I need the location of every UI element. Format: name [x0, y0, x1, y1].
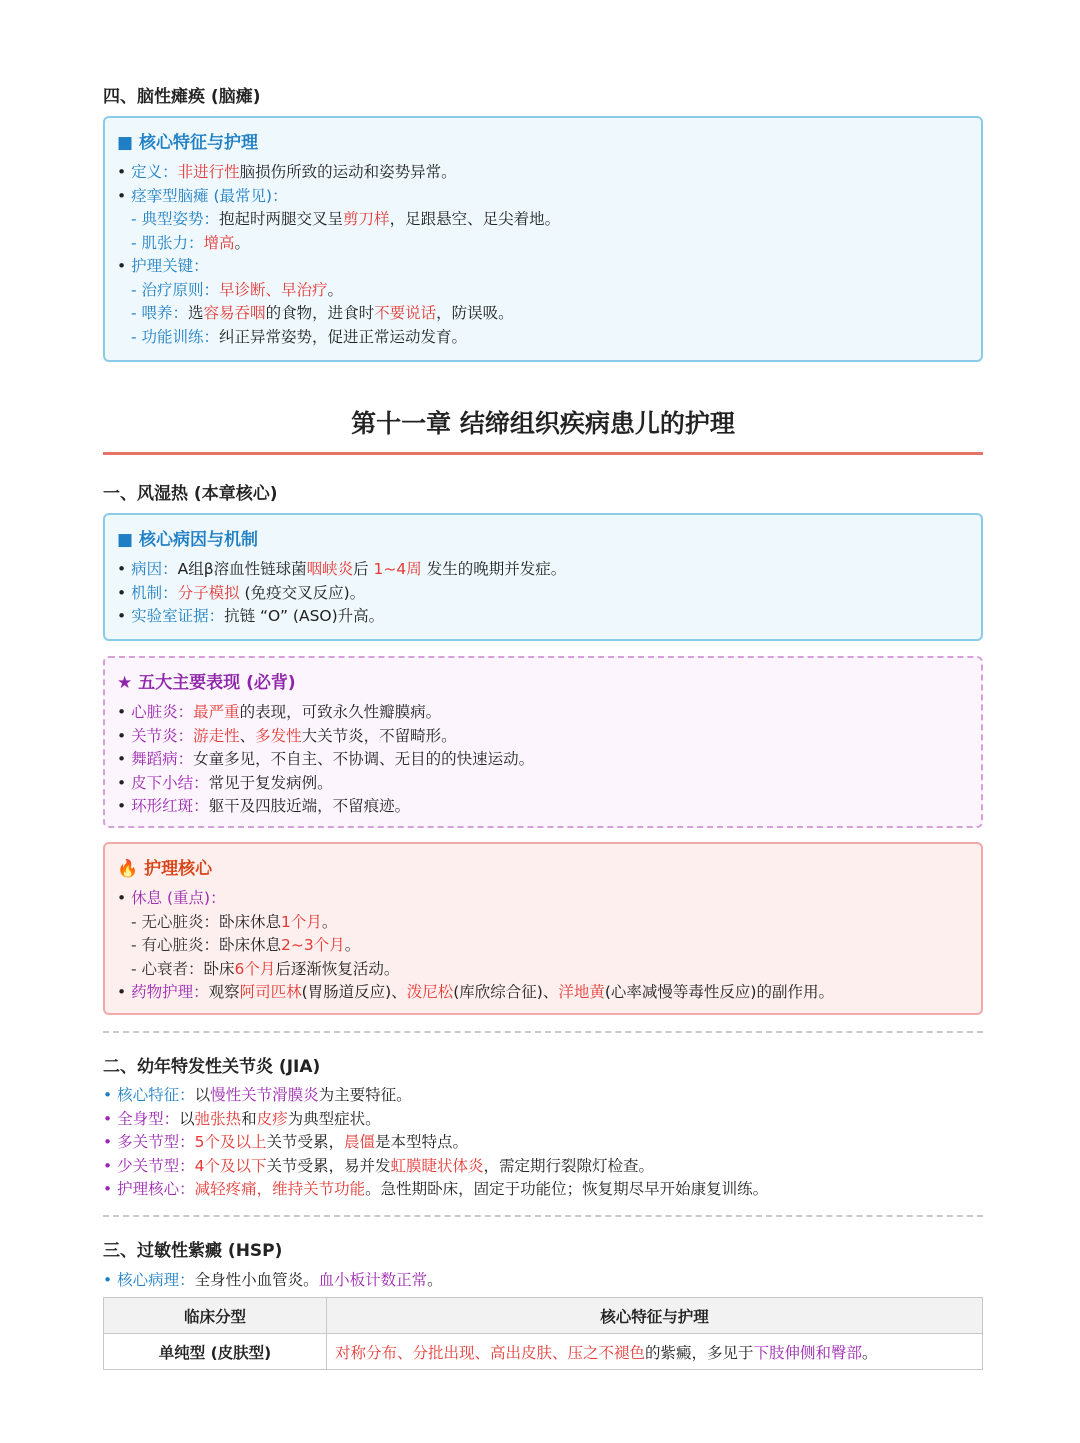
rf-box3-title: 🔥 护理核心 — [117, 859, 213, 879]
cp-posture: - 典型姿势：抱起时两腿交叉呈剪刀样，足跟悬空、足尖着地。 — [131, 210, 561, 228]
cp-tone: - 肌张力：增高。 — [131, 233, 251, 252]
table-header-feature: 核心特征与护理 — [327, 1298, 983, 1334]
jia-nursing: • 护理核心：减轻疼痛，维持关节功能。急性期卧床，固定于功能位；恢复期尽早开始康复训练。 — [103, 1180, 769, 1198]
jia-list — [103, 1084, 983, 1202]
jia-core: • 核心特征：以慢性关节滑膜炎为主要特征。 — [103, 1086, 412, 1104]
rf-nodules: • 皮下小结：常见于复发病例。 — [117, 773, 333, 792]
hsp-table — [103, 1297, 983, 1370]
rf-cause: • 病因：A组β溶血性链球菌咽峡炎后 1~4周 发生的晚期并发症。 — [117, 560, 567, 578]
rf-rest: • 休息 (重点)： — [117, 889, 226, 907]
cp-nursing: • 护理关键： — [117, 257, 209, 275]
rf-erythema: • 环形红斑：躯干及四肢近端，不留痕迹。 — [117, 797, 411, 815]
chapter-divider — [103, 452, 983, 455]
rf-box2-title: ★ 五大主要表现 (必背) — [117, 673, 296, 693]
chapter-title: 第十一章 结缔组织疾病患儿的护理 — [351, 409, 735, 438]
rf-mechanism: • 机制：分子模拟 (免疫交叉反应)。 — [117, 583, 366, 602]
page — [103, 80, 983, 1370]
rf-chorea: • 舞蹈病：女童多见，不自主、不协调、无目的的快速运动。 — [117, 750, 535, 768]
cp-definition: • 定义：非进行性脑损伤所致的运动和姿势异常。 — [117, 163, 457, 181]
rf-drug: • 药物护理：观察阿司匹林(胃肠道反应)、泼尼松(库欣综合征)、洋地黄(心率减慢等毒性反应)的副作用。 — [117, 983, 834, 1001]
rf-section-title: 一、风湿热 (本章核心) — [103, 484, 278, 504]
rf-box1-title: ■ 核心病因与机制 — [117, 530, 258, 550]
table-cell-type: 单纯型 (皮肤型) — [104, 1334, 327, 1370]
jia-systemic: • 全身型：以弛张热和皮疹为典型症状。 — [103, 1109, 381, 1128]
jia-poly: • 多关节型：5个及以上关节受累，晨僵是本型特点。 — [103, 1133, 469, 1151]
rf-heart-failure: - 心衰者：卧床6个月后逐渐恢复活动。 — [131, 959, 400, 978]
table-cell-feature: 对称分布、分批出现、高出皮肤、压之不褪色的紫癜，多见于下肢伸侧和臀部。 — [327, 1334, 983, 1370]
table-row — [104, 1334, 983, 1370]
cp-core-box — [103, 116, 983, 362]
rf-with-carditis: - 有心脏炎：卧床休息2~3个月。 — [131, 936, 361, 954]
rf-major-box — [103, 656, 983, 828]
table-header-row — [104, 1298, 983, 1334]
rf-lab: • 实验室证据：抗链 “O” (ASO)升高。 — [117, 607, 385, 625]
cp-box-title: ■ 核心特征与护理 — [117, 133, 258, 153]
table-header-type: 临床分型 — [104, 1298, 327, 1334]
separator-2 — [103, 1215, 983, 1217]
hsp-pathology: • 核心病理：全身性小血管炎。血小板计数正常。 — [103, 1270, 443, 1289]
cp-feeding: - 喂养：选容易吞咽的食物，进食时不要说话，防误吸。 — [131, 304, 514, 322]
separator-1 — [103, 1031, 983, 1033]
cp-training: - 功能训练：纠正异常姿势，促进正常运动发育。 — [131, 327, 468, 346]
jia-section-title: 二、幼年特发性关节炎 (JIA) — [103, 1057, 321, 1077]
cp-spastic: • 痉挛型脑瘫 (最常见)： — [117, 186, 288, 205]
rf-carditis: • 心脏炎：最严重的表现，可致永久性瓣膜病。 — [117, 703, 442, 721]
hsp-section-title: 三、过敏性紫癜 (HSP) — [103, 1240, 283, 1261]
rf-nursing-box — [103, 842, 983, 1015]
rf-arthritis: • 关节炎：游走性、多发性大关节炎，不留畸形。 — [117, 726, 457, 745]
cp-section-title: 四、脑性瘫痪 (脑瘫) — [103, 87, 261, 107]
rf-cause-box — [103, 513, 983, 641]
jia-oligo: • 少关节型：4个及以下关节受累，易并发虹膜睫状体炎，需定期行裂隙灯检查。 — [103, 1156, 655, 1175]
cp-principle: - 治疗原则：早诊断、早治疗。 — [131, 280, 344, 299]
rf-no-carditis: - 无心脏炎：卧床休息1个月。 — [131, 912, 338, 931]
